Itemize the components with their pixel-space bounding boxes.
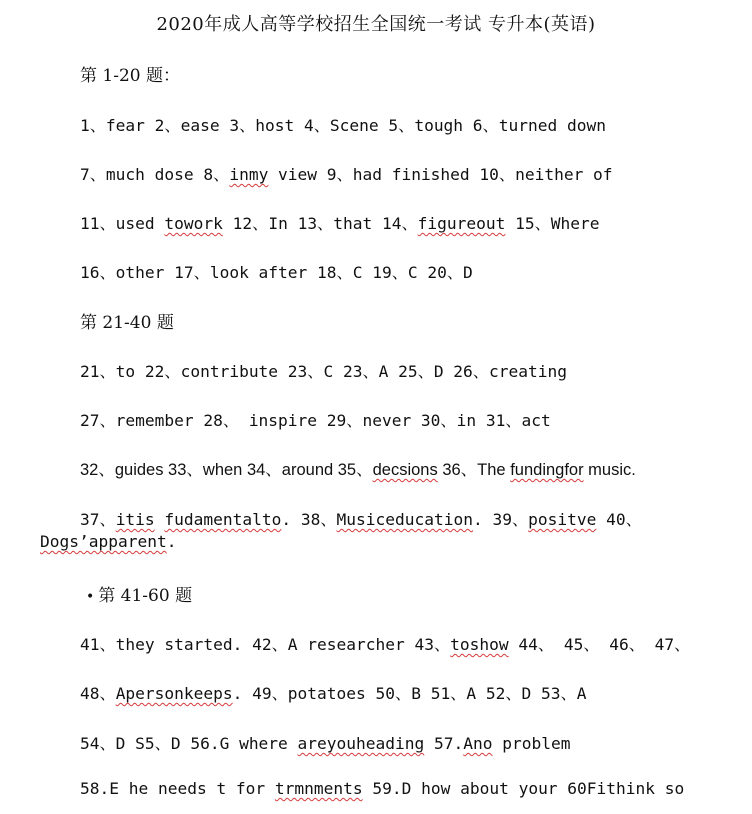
answer-line-7: 32、guides 33、when 34、around 35、decsions 36、The fundingfor music.	[80, 461, 636, 479]
misspelled-word: fudamentalto	[164, 510, 282, 529]
answer-line-3: 11、used towork 12、In 13、that 14、figureout 15、Where	[80, 214, 600, 233]
answer-line-1: 1、fear 2、ease 3、host 4、Scene 5、tough 6、turned down	[80, 116, 606, 135]
misspelled-word: Dogs’apparent	[40, 532, 167, 551]
misspelled-word: trmnments	[274, 779, 363, 798]
misspelled-word: fundingfor	[510, 461, 584, 479]
answer-line-11: 48、Apersonkeeps. 49、potatoes 50、B 51、A 52、D 53、A	[80, 684, 587, 703]
misspelled-word: figureout	[417, 214, 506, 233]
section-heading-1-20: 第 1-20 题：	[80, 66, 180, 86]
misspelled-word: decsions	[372, 461, 438, 479]
misspelled-word: Apersonkeeps	[115, 684, 233, 703]
answer-line-10: 41、they started. 42、A researcher 43、toshow 44、 45、 46、 47、	[80, 635, 691, 654]
answer-line-8: 37、itis fudamentalto. 38、Musiceducation. 39、positve 40、	[80, 510, 642, 529]
answer-line-4: 16、other 17、look after 18、C 19、C 20、D	[80, 263, 473, 282]
section-heading-21-40: 第 21-40 题	[80, 313, 174, 333]
document-title: 2020年成人高等学校招生全国统一考试 专升本(英语)	[156, 14, 596, 35]
answer-line-6: 27、remember 28、 inspire 29、never 30、in 31、act	[80, 411, 551, 430]
answer-line-2: 7、much dose 8、inmy view 9、had finished 10、neither of	[80, 165, 613, 184]
misspelled-word: areyouheading	[297, 734, 425, 753]
bullet-icon: •	[86, 589, 95, 605]
misspelled-word: towork	[164, 214, 223, 233]
answer-line-13: 58.E he needs t for trmnments 59.D how about your 60Fithink so	[80, 779, 685, 798]
misspelled-word: itis	[115, 510, 155, 529]
misspelled-word: positve	[528, 510, 597, 529]
misspelled-word: inmy	[229, 165, 269, 184]
answer-line-12: 54、D S5、D 56.G where areyouheading 57.Ano problem	[80, 734, 571, 753]
answer-line-9: Dogs’apparent.	[40, 532, 177, 551]
answer-line-5: 21、to 22、contribute 23、C 23、A 25、D 26、creating	[80, 362, 567, 381]
misspelled-word: toshow	[450, 635, 509, 654]
misspelled-word: Ano	[463, 734, 493, 753]
section-heading-41-60: • 第 41-60 题	[86, 586, 193, 606]
misspelled-word: Musiceducation	[336, 510, 473, 529]
